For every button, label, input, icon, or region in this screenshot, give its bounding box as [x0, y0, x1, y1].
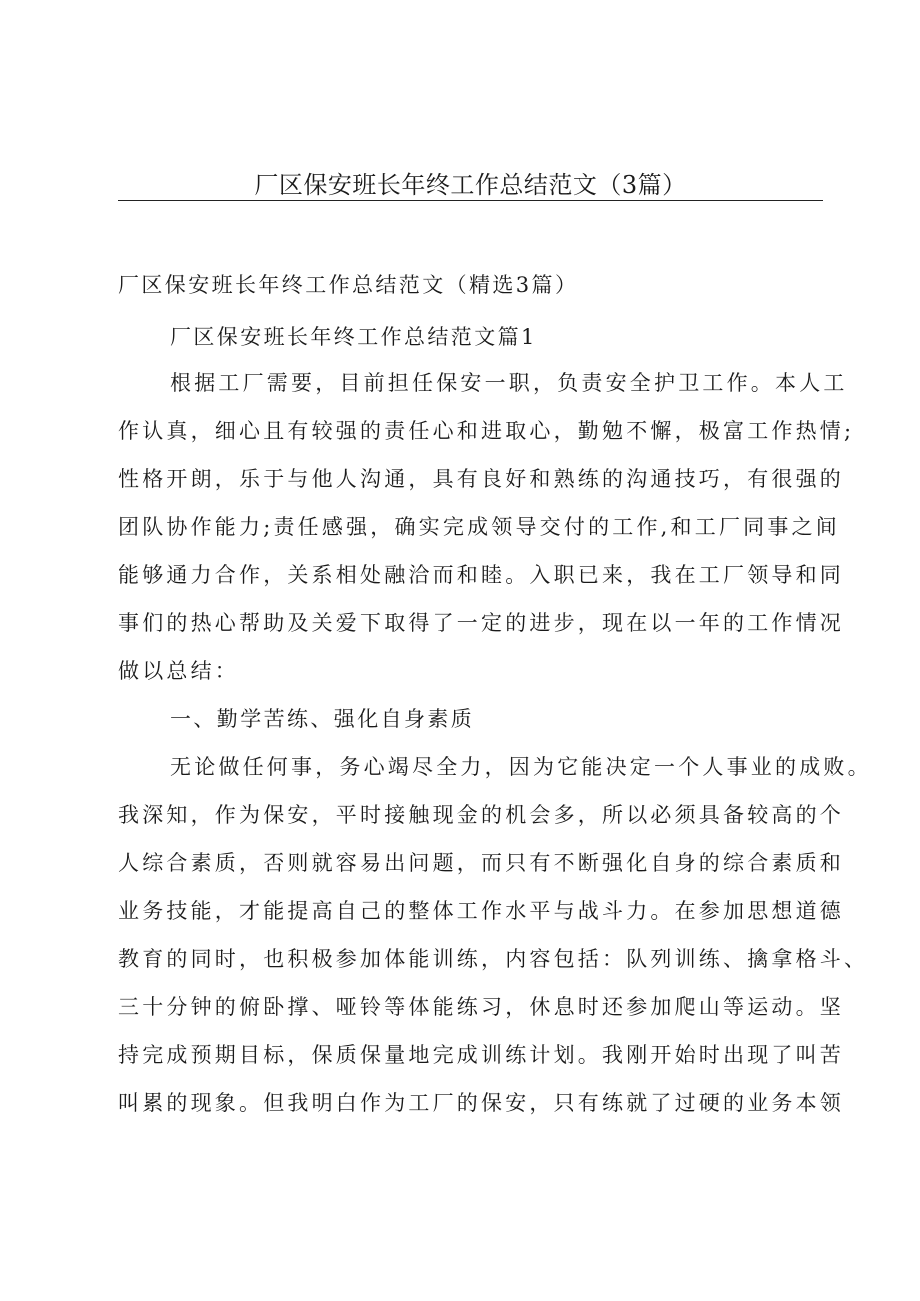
paragraph-line: 叫累的现象。但我明白作为工厂的保安，只有练就了过硬的业务本领: [118, 1091, 844, 1115]
document-title: 厂区保安班长年终工作总结范文（3篇）: [254, 171, 687, 199]
paragraph-line: 能够通力合作，关系相处融洽而和睦。入职已来，我在工厂领导和同: [118, 563, 844, 587]
paragraph-line: 我深知，作为保安，平时接触现金的机会多，所以必须具备较高的个: [118, 803, 844, 827]
title-underline: [118, 200, 823, 201]
paragraph-line: 持完成预期目标，保质保量地完成训练计划。我刚开始时出现了叫苦: [118, 1043, 844, 1067]
paragraph-line: 事们的热心帮助及关爱下取得了一定的进步，现在以一年的工作情况: [118, 611, 844, 635]
paragraph-line: 做以总结：: [118, 659, 239, 683]
paragraph-line: 业务技能，才能提高自己的整体工作水平与战斗力。在参加思想道德: [118, 899, 844, 923]
paragraph-line: 团队协作能力;责任感强，确实完成领导交付的工作,和工厂同事之间: [118, 515, 840, 539]
paragraph-line: 教育的同时，也积极参加体能训练，内容包括：队列训练、擒拿格斗、: [118, 947, 869, 971]
paragraph-line: 人综合素质，否则就容易出问题，而只有不断强化自身的综合素质和: [118, 851, 844, 875]
paragraph-line: 性格开朗，乐于与他人沟通，具有良好和熟练的沟通技巧，有很强的: [118, 467, 844, 491]
paragraph-line: 作认真，细心且有较强的责任心和进取心，勤勉不懈，极富工作热情;: [118, 419, 855, 443]
paragraph-line: 根据工厂需要，目前担任保安一职，负责安全护卫工作。本人工: [170, 371, 848, 395]
document-subtitle: 厂区保安班长年终工作总结范文（精选3篇）: [118, 273, 579, 297]
paragraph-line: 三十分钟的俯卧撑、哑铃等体能练习，休息时还参加爬山等运动。坚: [118, 995, 844, 1019]
paragraph-line: 无论做任何事，务心竭尽全力，因为它能决定一个人事业的成败。: [170, 755, 872, 779]
subheading: 一、勤学苦练、强化自身素质: [170, 707, 475, 731]
section-heading: 厂区保安班长年终工作总结范文篇1: [170, 325, 537, 349]
